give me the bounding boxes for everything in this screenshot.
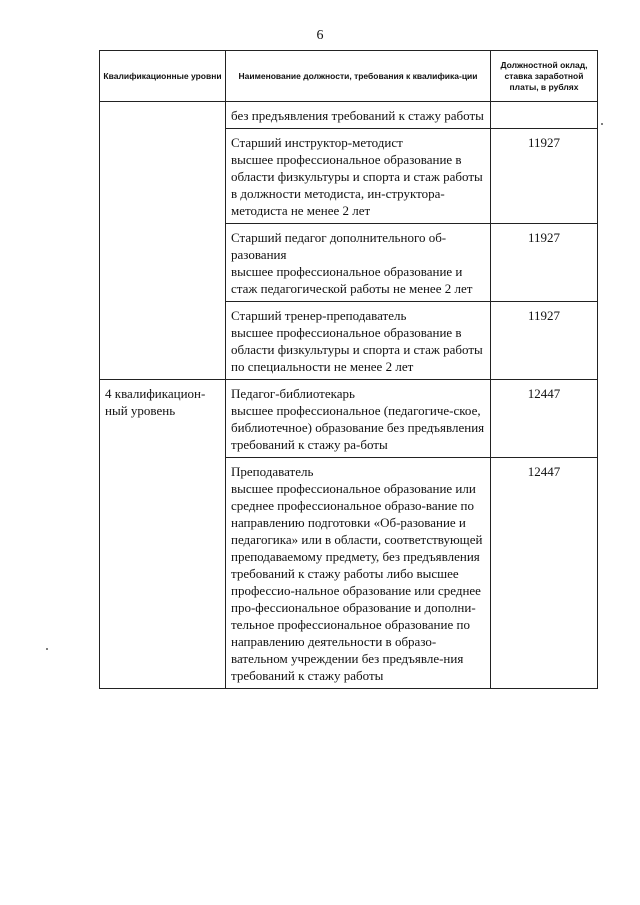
table-row bbox=[100, 380, 598, 458]
position-requirements: высшее профессиональное (педагогиче-ское, библиотечное) образование без предъявления требований к стажу ра-боты bbox=[231, 403, 485, 452]
qualification-level-cell: 4 квалификацион-ный уровень bbox=[100, 380, 226, 689]
position-title: Педагог-библиотекарь bbox=[231, 386, 355, 401]
position-cell bbox=[226, 380, 491, 458]
salary-cell: 11927 bbox=[491, 129, 598, 224]
table-row bbox=[100, 102, 598, 129]
scan-speck bbox=[46, 648, 48, 650]
salary-cell: 11927 bbox=[491, 224, 598, 302]
salary-cell: 12447 bbox=[491, 458, 598, 689]
position-cell bbox=[226, 102, 491, 129]
position-requirements: высшее профессиональное образование в области физкультуры и спорта и стаж работы по специальности не менее 2 лет bbox=[231, 325, 483, 374]
table-header-row bbox=[100, 51, 598, 102]
position-requirements: высшее профессиональное образование в области физкультуры и спорта и стаж работы в должности методиста, ин-структора-методиста не менее 2 лет bbox=[231, 152, 483, 218]
position-requirements: без предъявления требований к стажу работы bbox=[231, 108, 484, 123]
qualification-level-cell bbox=[100, 102, 226, 380]
position-requirements: высшее профессиональное образование или среднее профессиональное образо-вание по направлению подготовки «Об-разование и педагогика» или в области, соответствующей преподаваемому предмету, без предъявления требований к стажу работы либо высшее профессио-нальное образование или среднее про-фессиональное образование и дополни-тельное профессиональное образование по направлению деятельности в образо-вательном учреждении без предъявле-ния требований к стажу работы bbox=[231, 481, 483, 683]
salary-cell: 11927 bbox=[491, 302, 598, 380]
header-level: Квалификационные уровни bbox=[100, 51, 226, 102]
salary-table bbox=[99, 50, 598, 689]
position-title: Старший тренер-преподаватель bbox=[231, 308, 407, 323]
position-cell bbox=[226, 302, 491, 380]
position-cell bbox=[226, 129, 491, 224]
salary-cell bbox=[491, 102, 598, 129]
position-requirements: высшее профессиональное образование и стаж педагогической работы не менее 2 лет bbox=[231, 264, 473, 296]
salary-cell: 12447 bbox=[491, 380, 598, 458]
scan-speck bbox=[601, 123, 603, 125]
header-salary: Должностной оклад, ставка заработной платы, в рублях bbox=[491, 51, 598, 102]
header-position: Наименование должности, требования к квалифика-ции bbox=[226, 51, 491, 102]
position-title: Старший педагог дополнительного об-разования bbox=[231, 230, 447, 262]
page-number: 6 bbox=[316, 28, 324, 43]
position-cell bbox=[226, 224, 491, 302]
table-body bbox=[100, 102, 598, 689]
position-title: Преподаватель bbox=[231, 464, 314, 479]
position-title: Старший инструктор-методист bbox=[231, 135, 403, 150]
position-cell bbox=[226, 458, 491, 689]
